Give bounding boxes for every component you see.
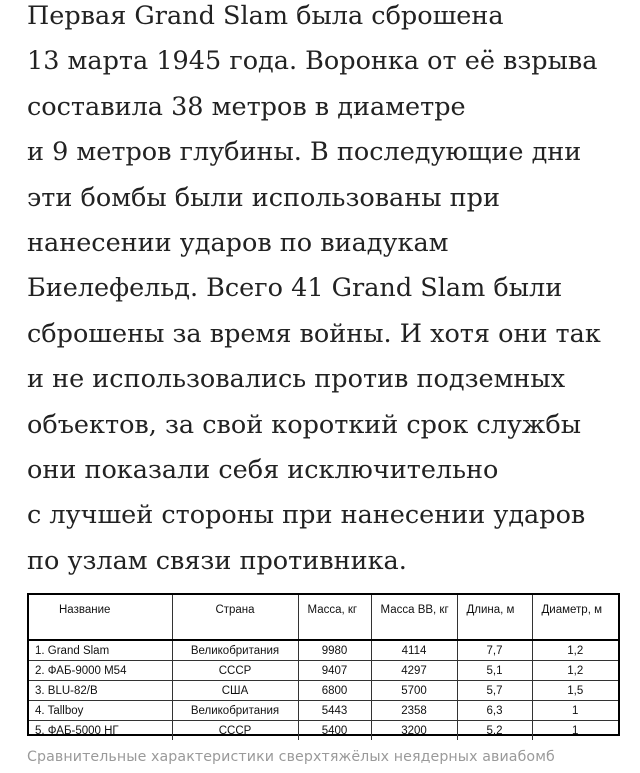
- header-explosive-mass: Масса ВВ, кг: [371, 595, 457, 640]
- cell-name: 3. BLU-82/B: [29, 681, 172, 701]
- cell-mass: 9980: [298, 640, 371, 661]
- cell-explosive-mass: 3200: [371, 721, 457, 741]
- cell-mass: 5400: [298, 721, 371, 741]
- header-name: Название: [29, 595, 172, 640]
- cell-country: Великобритания: [172, 640, 298, 661]
- cell-length: 5,7: [457, 681, 532, 701]
- article-line: составила 38 метров в диаметре: [27, 91, 466, 122]
- table-row: [29, 661, 618, 681]
- cell-name: 5. ФАБ-5000 НГ: [29, 721, 172, 741]
- cell-explosive-mass: 2358: [371, 701, 457, 721]
- article-line: и 9 метров глубины. В последующие дни: [27, 137, 582, 168]
- article-line: сброшены за время войны. И хотя они так: [27, 318, 601, 349]
- cell-diameter: 1,5: [532, 681, 618, 701]
- cell-length: 5,1: [457, 661, 532, 681]
- cell-diameter: 1,2: [532, 661, 618, 681]
- cell-mass: 9407: [298, 661, 371, 681]
- article-line: и не использовались против подземных: [27, 364, 566, 395]
- header-country: Страна: [172, 595, 298, 640]
- header-mass: Масса, кг: [298, 595, 371, 640]
- cell-length: 5,2: [457, 721, 532, 741]
- comparison-table: [29, 595, 618, 740]
- article-line: с лучшей стороны при нанесении ударов: [27, 500, 586, 531]
- article-line: они показали себя исключительно: [27, 454, 499, 485]
- cell-name: 1. Grand Slam: [29, 640, 172, 661]
- cell-country: Великобритания: [172, 701, 298, 721]
- cell-country: СССР: [172, 721, 298, 741]
- cell-mass: 6800: [298, 681, 371, 701]
- table-row: [29, 721, 618, 741]
- cell-name: 4. Tallboy: [29, 701, 172, 721]
- table-row: [29, 681, 618, 701]
- cell-length: 6,3: [457, 701, 532, 721]
- article-line: 13 марта 1945 года. Воронка от её взрыва: [27, 46, 598, 77]
- cell-diameter: 1: [572, 724, 579, 737]
- article-line: Первая Grand Slam была сброшена: [27, 1, 504, 31]
- cell-country: СССР: [172, 661, 298, 681]
- table-header-row: [29, 595, 618, 640]
- cell-country: США: [172, 681, 298, 701]
- comparison-table-image[interactable]: [27, 593, 620, 736]
- image-caption: Сравнительные характеристики сверхтяжёлых неядерных авиабомб: [27, 749, 555, 765]
- cell-name: 2. ФАБ-9000 М54: [29, 661, 172, 681]
- cell-diameter: 1: [532, 701, 618, 721]
- article-line: эти бомбы были использованы при: [27, 182, 500, 213]
- article-line: нанесении ударов по виадукам: [27, 227, 449, 258]
- cell-explosive-mass: 4297: [371, 661, 457, 681]
- article-body: [27, 0, 627, 584]
- cell-mass: 5443: [298, 701, 371, 721]
- header-length: Длина, м: [457, 595, 532, 640]
- article-line: по узлам связи противника.: [27, 545, 407, 576]
- cell-explosive-mass: 4114: [371, 640, 457, 661]
- table-row: [29, 701, 618, 721]
- cell-diameter: 1,2: [532, 640, 618, 661]
- header-diameter: Диаметр, м: [532, 595, 618, 640]
- cell-length: 7,7: [457, 640, 532, 661]
- article-line: Биелефельд. Всего 41 Grand Slam были: [27, 273, 563, 304]
- cell-explosive-mass: 5700: [371, 681, 457, 701]
- article-line: объектов, за свой короткий срок службы: [27, 409, 581, 440]
- table-row: [29, 640, 618, 661]
